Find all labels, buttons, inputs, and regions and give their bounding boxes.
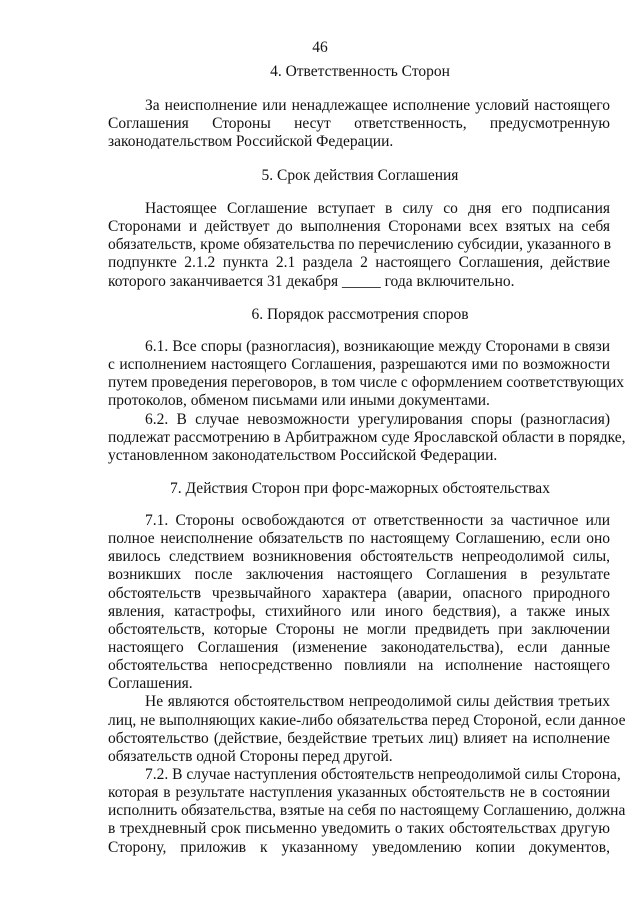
section-7-body <box>108 512 626 857</box>
section-7-title: 7. Действия Сторон при форс-мажорных обстоятельствах <box>170 480 550 497</box>
text-line: За неисполнение или ненадлежащее исполнение условий настоящего <box>145 97 610 114</box>
text-line: 6.1. Все споры (разногласия), возникающие между Сторонами в связи <box>145 338 610 355</box>
section-4-body <box>108 97 610 151</box>
section-5-title: 5. Срок действия Соглашения <box>261 167 459 184</box>
text-line: Сторону, приложив к указанному уведомлению копии документов, <box>108 838 610 856</box>
text-line: Соглашения. <box>108 675 193 693</box>
text-line: возникших после заключения настоящего Соглашения в результате <box>108 566 610 584</box>
text-line: явления, катастрофы, стихийного или иного бедствия), а также иных <box>108 602 610 620</box>
text-line: обстоятельство (действие, бездействие третьих лиц) влияет на исполнение <box>108 729 610 747</box>
section-6-title: 6. Порядок рассмотрения споров <box>251 306 469 323</box>
text-line: Сторонами и действует до выполнения Сторонами всех взятых на себя <box>108 218 610 236</box>
text-line: 7.1. Стороны освобождаются от ответственности за частичное или <box>145 512 610 529</box>
text-line: полное неисполнение обязательств по настоящему Соглашению, если оно <box>108 530 610 548</box>
text-line: 7.2. В случае наступления обстоятельств непреодолимой силы Сторона, <box>145 765 621 783</box>
text-line: настоящего Соглашения (изменение законодательства), если данные <box>108 638 610 656</box>
page-number: 46 <box>312 39 328 56</box>
text-line: Не являются обстоятельством непреодолимой силы действия третьих <box>145 693 610 711</box>
text-line: 6.2. В случае невозможности урегулирования споры (разногласия) <box>145 410 610 428</box>
text-line: обстоятельства непосредственно повлияли на исполнение настоящего <box>108 657 610 675</box>
section-5-body <box>108 200 610 291</box>
text-line: подлежат рассмотрению в Арбитражном суде Ярославской области в порядке, <box>108 428 626 446</box>
text-line: с исполнением настоящего Соглашения, разрешаются ими по возможности <box>108 356 610 374</box>
section-6-body <box>108 338 626 465</box>
text-line: явилось следствием возникновения обстоятельств непреодолимой силы, <box>108 548 610 566</box>
text-line: обязательств одной Стороны перед другой. <box>108 747 393 765</box>
section-4-title: 4. Ответственность Сторон <box>270 63 450 80</box>
text-line: обстоятельств чрезвычайного характера (аварии, опасного природного <box>108 584 610 602</box>
text-line: законодательством Российской Федерации. <box>108 133 394 151</box>
text-line: обстоятельств, которые Стороны не могли предвидеть при заключении <box>108 620 610 638</box>
text-line: протоколов, обменом письмами или иными документами. <box>108 392 490 410</box>
text-line: установленном законодательством Российской Федерации. <box>108 446 498 464</box>
text-line: в трехдневный срок письменно уведомить о таких обстоятельствах другую <box>108 820 610 838</box>
text-line: исполнить обязательства, взятые на себя по настоящему Соглашению, должна <box>108 802 626 820</box>
text-line: которая в результате наступления указанных обстоятельств не в состоянии <box>108 784 610 802</box>
text-line: обязательств, кроме обязательства по перечислению субсидии, указанного в <box>108 236 612 254</box>
text-line: Настоящее Соглашение вступает в силу со дня его подписания <box>145 200 610 217</box>
text-line: путем проведения переговоров, в том числе с оформлением соответствующих <box>108 374 625 392</box>
text-line: подпункте 2.1.2 пункта 2.1 раздела 2 настоящего Соглашения, действие <box>108 254 610 272</box>
text-line: которого заканчивается 31 декабря _____ года включительно. <box>108 272 515 290</box>
text-line: лиц, не выполняющих какие-либо обязательства перед Стороной, если данное <box>108 711 626 729</box>
text-line: Соглашения Стороны несут ответственность, предусмотренную <box>108 115 610 133</box>
